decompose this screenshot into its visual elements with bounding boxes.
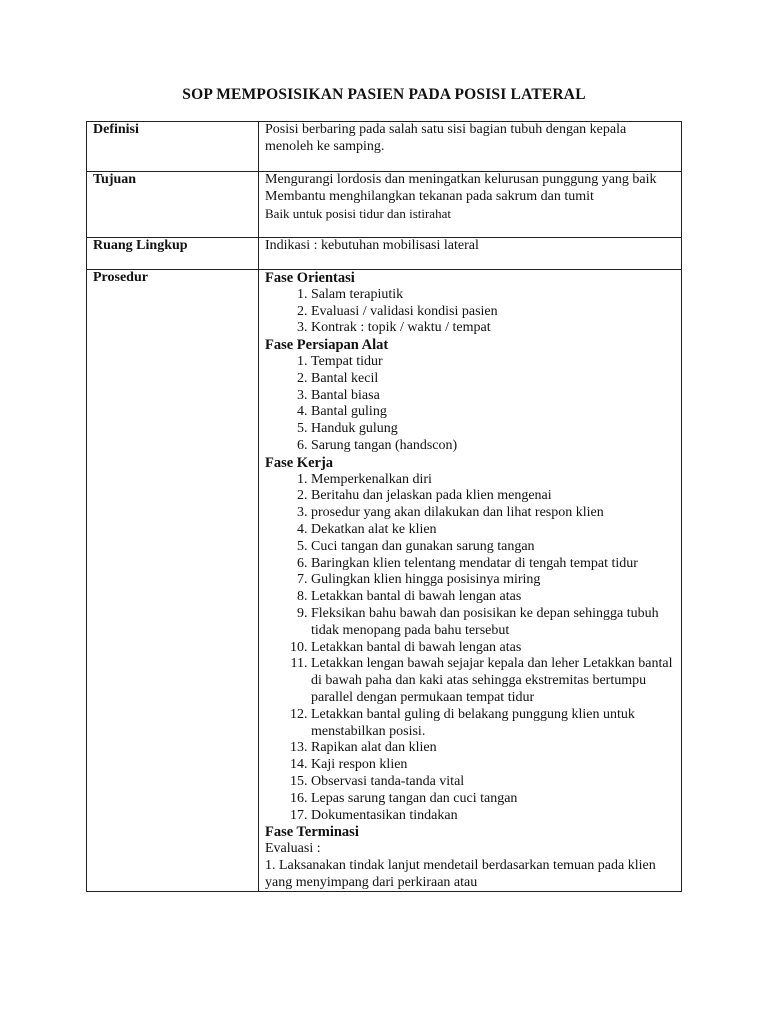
row-ruang-lingkup bbox=[87, 238, 682, 270]
ruang-lingkup-text: Indikasi : kebutuhan mobilisasi lateral bbox=[259, 238, 682, 270]
step-item: 8. Letakkan bantal di bawah lengan atas bbox=[311, 589, 675, 606]
step-item: 2. Bantal kecil bbox=[311, 371, 675, 388]
fase-kerja-heading: Fase Kerja bbox=[265, 454, 334, 471]
step-item: 16. Lepas sarung tangan dan cuci tangan bbox=[311, 791, 675, 808]
step-item: 6. Baringkan klien telentang mendatar di tengah tempat tidur bbox=[311, 556, 675, 573]
step-item: 3. prosedur yang akan dilakukan dan lihat respon klien bbox=[311, 505, 675, 522]
step-item: 2. Evaluasi / validasi kondisi pasien bbox=[311, 304, 675, 321]
fase-persiapan-list bbox=[265, 354, 675, 455]
label-definisi: Definisi bbox=[87, 122, 259, 172]
step-item: 12. Letakkan bantal guling di belakang punggung klien untuk menstabilkan posisi. bbox=[311, 707, 675, 741]
step-item: 15. Observasi tanda-tanda vital bbox=[311, 774, 675, 791]
step-item: 9. Fleksikan bahu bawah dan posisikan ke depan sehingga tubuh tidak menopang pada bahu tersebut bbox=[311, 606, 675, 640]
step-item: 1. Memperkenalkan diri bbox=[311, 472, 675, 489]
step-item: 1. Salam terapiutik bbox=[311, 287, 675, 304]
row-tujuan bbox=[87, 172, 682, 238]
page-title: SOP MEMPOSISIKAN PASIEN PADA POSISI LATERAL bbox=[182, 86, 586, 103]
fase-persiapan-heading: Fase Persiapan Alat bbox=[265, 337, 389, 354]
tujuan-line: Baik untuk posisi tidur dan istirahat bbox=[265, 205, 451, 221]
tujuan-line: Mengurangi lordosis dan meningatkan kelurusan punggung yang baik bbox=[265, 172, 657, 187]
fase-orientasi-list bbox=[265, 287, 675, 337]
tujuan-content bbox=[259, 172, 682, 238]
step-item: 5. Cuci tangan dan gunakan sarung tangan bbox=[311, 539, 675, 556]
row-prosedur bbox=[87, 270, 682, 892]
step-item: 6. Sarung tangan (handscon) bbox=[311, 438, 675, 455]
fase-orientasi-heading: Fase Orientasi bbox=[265, 270, 355, 286]
label-tujuan: Tujuan bbox=[87, 172, 259, 238]
step-item: 2. Beritahu dan jelaskan pada klien mengenai bbox=[311, 488, 675, 505]
step-item: 5. Handuk gulung bbox=[311, 421, 675, 438]
definisi-text: Posisi berbaring pada salah satu sisi bagian tubuh dengan kepala menoleh ke samping. bbox=[259, 122, 682, 172]
terminasi-text: 1. Laksanakan tindak lanjut mendetail berdasarkan temuan pada klien yang menyimpang dari perkiraan atau bbox=[265, 857, 656, 890]
step-item: 1. Tempat tidur bbox=[311, 354, 675, 371]
step-item: 3. Bantal biasa bbox=[311, 388, 675, 405]
step-item: 17. Dokumentasikan tindakan bbox=[311, 808, 675, 825]
step-item: 10. Letakkan bantal di bawah lengan atas bbox=[311, 640, 675, 657]
evaluasi-label: Evaluasi : bbox=[265, 841, 321, 857]
label-ruang-lingkup: Ruang Lingkup bbox=[87, 238, 259, 270]
fase-kerja-list bbox=[265, 472, 675, 825]
step-item: 3. Kontrak : topik / waktu / tempat bbox=[311, 320, 675, 337]
step-item: 14. Kaji respon klien bbox=[311, 757, 675, 774]
step-item: 7. Gulingkan klien hingga posisinya miring bbox=[311, 572, 675, 589]
tujuan-line: Membantu menghilangkan tekanan pada sakrum dan tumit bbox=[265, 188, 594, 204]
step-item: 13. Rapikan alat dan klien bbox=[311, 740, 675, 757]
fase-terminasi-heading: Fase Terminasi bbox=[265, 824, 359, 841]
prosedur-content bbox=[259, 270, 682, 892]
label-prosedur: Prosedur bbox=[87, 270, 259, 892]
row-definisi bbox=[87, 122, 682, 172]
step-item: 11. Letakkan lengan bawah sejajar kepala dan leher Letakkan bantal di bawah paha dan kaki atas sehingga ekstremitas bertumpu parallel dengan permukaan tempat tidur bbox=[311, 656, 675, 706]
step-item: 4. Bantal guling bbox=[311, 404, 675, 421]
step-item: 4. Dekatkan alat ke klien bbox=[311, 522, 675, 539]
sop-table bbox=[86, 121, 682, 892]
